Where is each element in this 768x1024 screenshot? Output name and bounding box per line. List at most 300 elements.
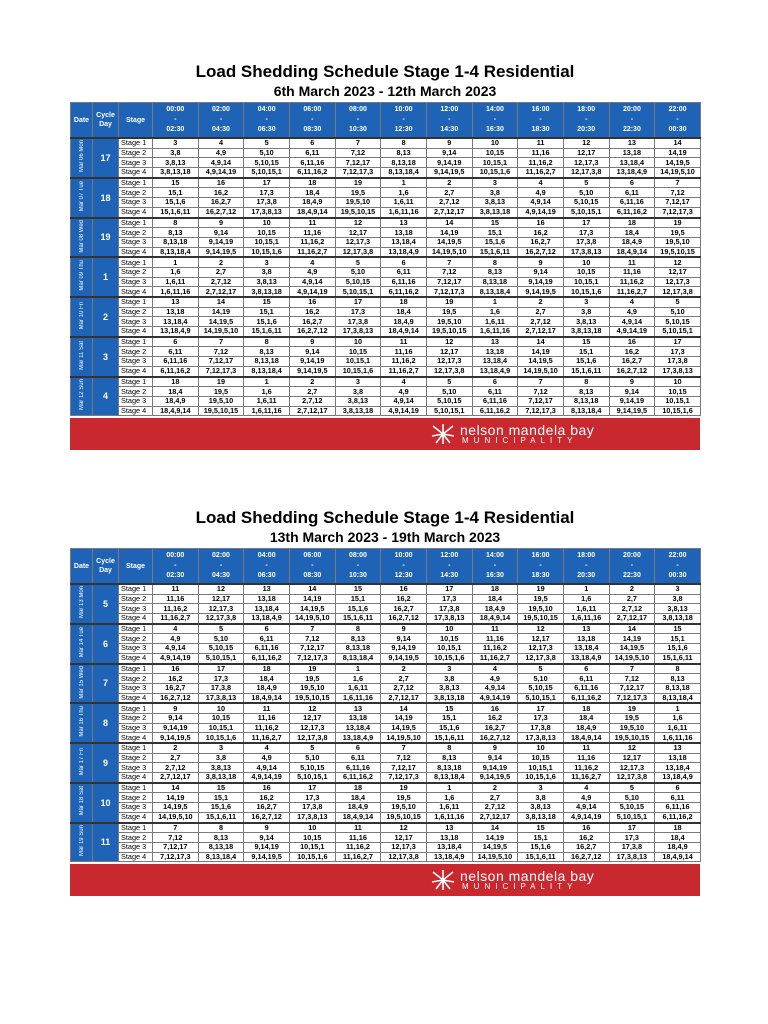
- zone-cell: 14: [153, 783, 199, 793]
- zone-cell: 8,13,18,4: [563, 406, 609, 416]
- schedule-week-2: [70, 508, 700, 896]
- zone-cell: 15,1: [153, 188, 199, 198]
- zone-cell: 6,11,16,2: [472, 406, 518, 416]
- zone-cell: 19,5,10,15: [198, 406, 244, 416]
- zone-cell: 7: [426, 257, 472, 267]
- header-time-slot: [609, 549, 655, 585]
- zone-cell: 11: [335, 823, 381, 833]
- zone-cell: 18: [563, 703, 609, 713]
- slot-dash: -: [585, 562, 588, 569]
- zone-cell: 3,8,13,18: [335, 406, 381, 416]
- zone-cell: 10: [472, 138, 518, 148]
- zone-cell: 15,1,6: [563, 357, 609, 367]
- zone-cell: 13,18: [472, 347, 518, 357]
- zone-cell: 5,10: [335, 267, 381, 277]
- header-time-slot: [153, 549, 199, 585]
- zone-cell: 15: [198, 783, 244, 793]
- zone-cell: 6: [563, 664, 609, 674]
- zone-cell: 2,7,12: [198, 277, 244, 287]
- table-row: [71, 773, 701, 783]
- slot-start: 02:00: [212, 552, 230, 559]
- zone-cell: 16: [198, 178, 244, 188]
- zone-cell: 16,2,7,12: [244, 812, 290, 822]
- zone-cell: 2,7: [609, 594, 655, 604]
- zone-cell: 8,13,18,4: [381, 168, 427, 178]
- zone-cell: 4,9: [244, 753, 290, 763]
- zone-cell: 4: [609, 297, 655, 307]
- zone-cell: 7,12,17,3: [655, 207, 701, 217]
- zone-cell: 13,18: [426, 833, 472, 843]
- zone-cell: 1: [655, 703, 701, 713]
- slot-start: 12:00: [440, 106, 459, 113]
- zone-cell: 2,7: [381, 674, 427, 684]
- zone-cell: 13,18,4,9: [609, 168, 655, 178]
- zone-cell: 1,6: [472, 307, 518, 317]
- zone-cell: 7: [335, 138, 381, 148]
- zone-cell: 8,13,18,4: [244, 366, 290, 376]
- zone-cell: 19: [426, 297, 472, 307]
- zone-cell: 19,5,10: [518, 604, 564, 614]
- stage-label: Stage 1: [119, 743, 153, 753]
- header-time-slot: [335, 549, 381, 585]
- slot-start: 06:00: [303, 552, 322, 559]
- day-date: Mar 16 Thu: [78, 706, 85, 737]
- zone-cell: 19: [198, 377, 244, 387]
- header-cycle-day: Cycle Day: [93, 103, 119, 139]
- zone-cell: 15: [655, 624, 701, 634]
- header-time-slot: [153, 103, 199, 139]
- zone-cell: 11,16,2: [153, 604, 199, 614]
- zone-cell: 10: [244, 218, 290, 228]
- zone-cell: 10,15,1: [655, 396, 701, 406]
- zone-cell: 14,19: [198, 307, 244, 317]
- table-row: [71, 218, 701, 228]
- stage-label: Stage 3: [119, 763, 153, 773]
- zone-cell: 3,8: [472, 188, 518, 198]
- slot-end: 18:30: [531, 126, 550, 133]
- table-row: [71, 614, 701, 624]
- zone-cell: 6,11,16,2: [655, 812, 701, 822]
- day-date-cell: [71, 178, 93, 218]
- slot-dash: -: [493, 116, 497, 123]
- zone-cell: 5: [655, 297, 701, 307]
- zone-cell: 13,18: [609, 148, 655, 158]
- zone-cell: 10,15,1,6: [655, 406, 701, 416]
- zone-cell: 2: [609, 584, 655, 594]
- zone-cell: 7: [655, 178, 701, 188]
- zone-cell: 16,2: [198, 188, 244, 198]
- table-row: [71, 377, 701, 387]
- cycle-day: 18: [93, 178, 119, 218]
- stage-label: Stage 1: [119, 337, 153, 347]
- zone-cell: 11,16: [153, 594, 199, 604]
- stage-label: Stage 4: [119, 247, 153, 257]
- zone-cell: 16,2,7,12: [609, 366, 655, 376]
- zone-cell: 14: [655, 138, 701, 148]
- zone-cell: 10,15,1: [244, 237, 290, 247]
- zone-cell: 4,9,14: [244, 763, 290, 773]
- zone-cell: 16,2,7,12: [563, 852, 609, 862]
- zone-cell: 5,10,15: [289, 763, 335, 773]
- zone-cell: 17,3,8: [198, 683, 244, 693]
- zone-cell: 8,13: [563, 387, 609, 397]
- zone-cell: 2,7: [426, 188, 472, 198]
- zone-cell: 11,16,2: [244, 723, 290, 733]
- zone-cell: 4,9,14,19: [289, 287, 335, 297]
- zone-cell: 10,15,1,6: [518, 773, 564, 783]
- zone-cell: 4,9,14: [289, 277, 335, 287]
- zone-cell: 19,5,10: [426, 317, 472, 327]
- zone-cell: 12: [198, 584, 244, 594]
- slot-end: 22:30: [622, 126, 641, 133]
- stage-label: Stage 4: [119, 653, 153, 663]
- zone-cell: 12: [335, 218, 381, 228]
- zone-cell: 19,5: [289, 674, 335, 684]
- zone-cell: 9,14: [426, 148, 472, 158]
- zone-cell: 10,15,1,6: [563, 287, 609, 297]
- zone-cell: 10,15,1,6: [472, 168, 518, 178]
- zone-cell: 9,14,19: [609, 396, 655, 406]
- zone-cell: 6,11: [381, 267, 427, 277]
- zone-cell: 16,2,7,12: [289, 327, 335, 337]
- day-date-cell: [71, 743, 93, 783]
- zone-cell: 8,13,18: [244, 357, 290, 367]
- zone-cell: 9,14,19: [289, 357, 335, 367]
- zone-cell: 16: [609, 337, 655, 347]
- slot-dash: -: [219, 116, 223, 123]
- zone-cell: 8: [472, 257, 518, 267]
- table-row: [71, 207, 701, 217]
- stage-label: Stage 1: [119, 664, 153, 674]
- zone-cell: 11,16,2,7: [153, 614, 199, 624]
- cycle-day: 8: [93, 703, 119, 743]
- stage-label: Stage 3: [119, 842, 153, 852]
- zone-cell: 4: [289, 257, 335, 267]
- stage-label: Stage 4: [119, 406, 153, 416]
- zone-cell: 14,19,5,10: [153, 812, 199, 822]
- zone-cell: 12,17: [426, 347, 472, 357]
- zone-cell: 4,9,14: [381, 396, 427, 406]
- stage-label: Stage 3: [119, 158, 153, 168]
- zone-cell: 3,8,13,18: [244, 287, 290, 297]
- zone-cell: 14,19,5: [381, 723, 427, 733]
- zone-cell: 1,6,11: [426, 803, 472, 813]
- stage-label: Stage 2: [119, 267, 153, 277]
- slot-end: 04:30: [212, 572, 230, 579]
- zone-cell: 8,13,18: [198, 842, 244, 852]
- slot-end: 10:30: [349, 572, 367, 579]
- zone-cell: 13,18,4: [472, 357, 518, 367]
- zone-cell: 8,13: [335, 634, 381, 644]
- zone-cell: 19,5: [198, 387, 244, 397]
- zone-cell: 7,12: [609, 674, 655, 684]
- stage-label: Stage 1: [119, 584, 153, 594]
- zone-cell: 6,11,16: [472, 396, 518, 406]
- zone-cell: 18,4,9,14: [289, 207, 335, 217]
- zone-cell: 9: [426, 138, 472, 148]
- zone-cell: 8: [335, 624, 381, 634]
- zone-cell: 5,10,15,1: [426, 406, 472, 416]
- zone-cell: 18,4,9,14: [335, 812, 381, 822]
- zone-cell: 16,2: [609, 347, 655, 357]
- zone-cell: 18,4,9,14: [153, 406, 199, 416]
- day-date-cell: [71, 138, 93, 178]
- zone-cell: 13: [426, 823, 472, 833]
- zone-cell: 17: [609, 823, 655, 833]
- zone-cell: 18,4,9,14: [609, 247, 655, 257]
- zone-cell: 16,2: [244, 793, 290, 803]
- zone-cell: 1,6: [426, 793, 472, 803]
- zone-cell: 10,15: [472, 148, 518, 158]
- zone-cell: 16,2,7,12: [518, 247, 564, 257]
- zone-cell: 15,1,6: [426, 723, 472, 733]
- zone-cell: 19,5: [518, 594, 564, 604]
- zone-cell: 19,5,10,15: [518, 614, 564, 624]
- header-time-slot: [244, 549, 290, 585]
- slot-dash: -: [356, 562, 360, 569]
- table-row: [71, 188, 701, 198]
- zone-cell: 12,17,3,8: [426, 366, 472, 376]
- zone-cell: 11,16: [472, 634, 518, 644]
- stage-label: Stage 4: [119, 852, 153, 862]
- stage-label: Stage 3: [119, 277, 153, 287]
- zone-cell: 15: [472, 218, 518, 228]
- zone-cell: 6: [289, 138, 335, 148]
- zone-cell: 7,12: [289, 634, 335, 644]
- zone-cell: 9,14,19,5: [518, 287, 564, 297]
- header-time-slot: [609, 103, 655, 139]
- zone-cell: 6,11,16: [655, 803, 701, 813]
- zone-cell: 9,14,19: [244, 842, 290, 852]
- municipality-name: nelson mandela bay: [460, 868, 595, 885]
- zone-cell: 8,13: [153, 228, 199, 238]
- zone-cell: 15: [563, 337, 609, 347]
- stage-label: Stage 3: [119, 317, 153, 327]
- zone-cell: 6: [655, 783, 701, 793]
- zone-cell: 16,2,7: [472, 723, 518, 733]
- stage-label: Stage 4: [119, 693, 153, 703]
- zone-cell: 11,16,2: [289, 237, 335, 247]
- zone-cell: 8,13: [381, 148, 427, 158]
- zone-cell: 9,14,19: [381, 644, 427, 654]
- slot-start: 20:00: [622, 552, 641, 559]
- zone-cell: 11: [563, 743, 609, 753]
- zone-cell: 13,18,4,9: [381, 247, 427, 257]
- table-row: [71, 267, 701, 277]
- table-row: [71, 683, 701, 693]
- slot-start: 04:00: [257, 106, 276, 113]
- zone-cell: 15,1: [426, 713, 472, 723]
- zone-cell: 7,12: [426, 267, 472, 277]
- zone-cell: 17,3: [518, 713, 564, 723]
- zone-cell: 14,19,5: [609, 644, 655, 654]
- schedule-week-1: [70, 62, 700, 450]
- zone-cell: 13,18,4: [153, 317, 199, 327]
- slot-end: 20:30: [577, 572, 596, 579]
- schedule-date-range: 13th March 2023 - 19th March 2023: [269, 529, 501, 545]
- zone-cell: 4,9: [609, 307, 655, 317]
- zone-cell: 10: [563, 257, 609, 267]
- zone-cell: 6,11: [289, 148, 335, 158]
- zone-cell: 6,11,16: [153, 357, 199, 367]
- table-row: [71, 297, 701, 307]
- zone-cell: 17,3,8,13: [563, 247, 609, 257]
- zone-cell: 1,6,11: [381, 198, 427, 208]
- zone-cell: 5,10: [609, 793, 655, 803]
- zone-cell: 7: [518, 377, 564, 387]
- zone-cell: 1,6,11: [655, 723, 701, 733]
- stage-label: Stage 1: [119, 624, 153, 634]
- zone-cell: 17,3,8: [655, 357, 701, 367]
- zone-cell: 14: [609, 624, 655, 634]
- zone-cell: 10,15: [244, 228, 290, 238]
- zone-cell: 15: [426, 703, 472, 713]
- slot-start: 22:00: [668, 552, 687, 559]
- zone-cell: 7,12: [655, 188, 701, 198]
- zone-cell: 6,11: [609, 188, 655, 198]
- zone-cell: 5: [609, 783, 655, 793]
- slot-start: 18:00: [577, 106, 596, 113]
- slot-dash: -: [585, 116, 588, 123]
- zone-cell: 12,17: [563, 148, 609, 158]
- zone-cell: 16: [518, 218, 564, 228]
- zone-cell: 4,9,14: [472, 683, 518, 693]
- zone-cell: 17,3,8,13: [244, 207, 290, 217]
- zone-cell: 13: [381, 218, 427, 228]
- zone-cell: 5: [244, 138, 290, 148]
- zone-cell: 17,3: [609, 833, 655, 843]
- zone-cell: 18,4,9: [472, 604, 518, 614]
- zone-cell: 2,7,12: [472, 803, 518, 813]
- zone-cell: 17,3,8: [563, 237, 609, 247]
- zone-cell: 16: [153, 664, 199, 674]
- zone-cell: 3,8: [563, 307, 609, 317]
- zone-cell: 9,14,19: [426, 158, 472, 168]
- zone-cell: 7: [153, 823, 199, 833]
- zone-cell: 11,16,2,7: [609, 287, 655, 297]
- slot-start: 06:00: [303, 106, 322, 113]
- zone-cell: 2,7,12: [381, 683, 427, 693]
- zone-cell: 1,6: [655, 713, 701, 723]
- stage-label: Stage 1: [119, 257, 153, 267]
- zone-cell: 10: [198, 703, 244, 713]
- zone-cell: 9,14,19,5: [198, 247, 244, 257]
- zone-cell: 18,4,9: [563, 723, 609, 733]
- zone-cell: 6: [609, 178, 655, 188]
- stage-label: Stage 4: [119, 207, 153, 217]
- zone-cell: 11,16,2: [518, 158, 564, 168]
- slot-start: 00:00: [166, 552, 185, 559]
- zone-cell: 4: [198, 138, 244, 148]
- zone-cell: 13: [244, 584, 290, 594]
- zone-cell: 9,14,19,5: [289, 366, 335, 376]
- zone-cell: 10,15,1: [472, 158, 518, 168]
- zone-cell: 14,19,5,10: [518, 366, 564, 376]
- zone-cell: 19,5: [655, 228, 701, 238]
- stage-label: Stage 2: [119, 307, 153, 317]
- zone-cell: 10,15: [655, 387, 701, 397]
- zone-cell: 13,18: [153, 307, 199, 317]
- zone-cell: 19,5,10: [381, 803, 427, 813]
- zone-cell: 4,9,14,19: [153, 653, 199, 663]
- zone-cell: 1: [426, 783, 472, 793]
- zone-cell: 18,4,9,14: [563, 733, 609, 743]
- table-row: [71, 148, 701, 158]
- zone-cell: 13,18: [335, 713, 381, 723]
- zone-cell: 17,3,8,13: [655, 366, 701, 376]
- zone-cell: 14,19: [518, 347, 564, 357]
- schedule-table: [70, 548, 701, 862]
- zone-cell: 10,15,1: [563, 277, 609, 287]
- zone-cell: 18,4: [655, 833, 701, 843]
- slot-start: 04:00: [257, 552, 276, 559]
- zone-cell: 5,10,15: [335, 277, 381, 287]
- header-time-slot: [426, 103, 472, 139]
- zone-cell: 6,11: [153, 347, 199, 357]
- zone-cell: 12,17,3,8: [609, 773, 655, 783]
- table-row: [71, 396, 701, 406]
- zone-cell: 11,16,2,7: [335, 852, 381, 862]
- zone-cell: 8,13,18,4: [655, 693, 701, 703]
- zone-cell: 14: [381, 703, 427, 713]
- day-date-cell: [71, 218, 93, 258]
- table-row: [71, 703, 701, 713]
- slot-dash: -: [676, 562, 679, 569]
- table-row: [71, 624, 701, 634]
- zone-cell: 9: [518, 257, 564, 267]
- zone-cell: 14,19,5: [153, 803, 199, 813]
- stage-label: Stage 1: [119, 218, 153, 228]
- table-row: [71, 743, 701, 753]
- zone-cell: 7,12,17: [153, 842, 199, 852]
- zone-cell: 10,15: [518, 753, 564, 763]
- zone-cell: 5,10: [655, 307, 701, 317]
- day-date: Mar 19 Sun: [78, 825, 85, 857]
- zone-cell: 15,1,6: [518, 842, 564, 852]
- stage-label: Stage 2: [119, 793, 153, 803]
- zone-cell: 3,8: [198, 753, 244, 763]
- zone-cell: 15,1,6,11: [153, 207, 199, 217]
- zone-cell: 1,6,11: [472, 317, 518, 327]
- zone-cell: 3,8: [335, 387, 381, 397]
- zone-cell: 14,19,5,10: [655, 168, 701, 178]
- zone-cell: 13,18,4,9: [335, 733, 381, 743]
- slot-end: 08:30: [303, 126, 322, 133]
- zone-cell: 10,15,1: [426, 644, 472, 654]
- slot-start: 12:00: [440, 552, 459, 559]
- stage-label: Stage 2: [119, 347, 153, 357]
- stage-label: Stage 3: [119, 396, 153, 406]
- table-row: [71, 247, 701, 257]
- zone-cell: 18: [335, 783, 381, 793]
- table-row: [71, 674, 701, 684]
- stage-label: Stage 1: [119, 138, 153, 148]
- zone-cell: 12,17: [198, 594, 244, 604]
- stage-label: Stage 3: [119, 237, 153, 247]
- zone-cell: 19,5,10,15: [381, 812, 427, 822]
- zone-cell: 9,14,19: [198, 237, 244, 247]
- zone-cell: 16,2,7,12: [381, 614, 427, 624]
- zone-cell: 14,19: [381, 713, 427, 723]
- slot-dash: -: [676, 116, 679, 123]
- zone-cell: 12,17,3,8: [289, 733, 335, 743]
- zone-cell: 12,17,3: [198, 604, 244, 614]
- stage-label: Stage 4: [119, 287, 153, 297]
- cycle-day: 1: [93, 257, 119, 297]
- day-date: Mar 15 Wed: [78, 665, 85, 699]
- zone-cell: 11,16,2: [472, 644, 518, 654]
- zone-cell: 2,7,12,17: [472, 812, 518, 822]
